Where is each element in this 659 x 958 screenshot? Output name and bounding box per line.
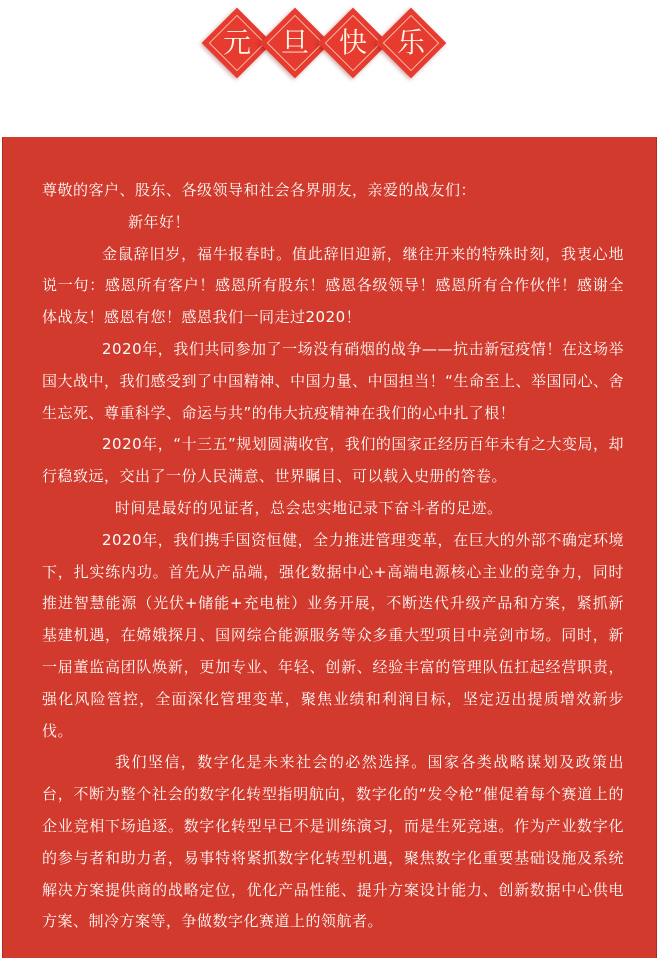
letter-greeting: 新年好！ [128, 212, 191, 231]
banner-char-1: 元 [222, 26, 251, 59]
new-year-banner [0, 0, 659, 100]
paragraph-pandemic: 2020年，我们共同参加了一场没有硝烟的战争——抗击新冠疫情！在这场举国大战中，我们感受到了中国精神、中国力量、中国担当！“生命至上、举国同心、舍生忘死、尊重科学、命运与共”的伟大抗疫精神在我们的心中扎了根！ [42, 339, 624, 422]
letter-body [42, 175, 624, 938]
banner-char-4: 乐 [396, 26, 425, 59]
paragraph-thanks: 金鼠辞旧岁，福牛报春时。值此辞旧迎新，继往开来的特殊时刻，我衷心地说一句：感恩所有客户！感恩所有股东！感恩各级领导！感恩所有合作伙伴！感谢全体战友！感恩有您！感恩我们一同走过2020！ [42, 244, 624, 327]
banner-diamond-2 [265, 13, 325, 73]
banner-char-2: 旦 [280, 26, 309, 59]
letter-salutation: 尊敬的客户、股东、各级领导和社会各界朋友，亲爱的战友们： [42, 181, 477, 199]
paragraph-five-year-plan: 2020年，“十三五”规划圆满收官，我们的国家正经历百年未有之大变局，却行稳致远，交出了一份人民满意、世界瞩目、可以载入史册的答卷。 [42, 435, 624, 486]
banner-diamond-4 [381, 13, 441, 73]
paragraph-time-witness: 时间是最好的见证者，总会忠实地记录下奋斗者的足迹。 [115, 498, 503, 517]
banner-diamond-1 [207, 13, 267, 73]
banner-diamond-3 [323, 13, 383, 73]
paragraph-management-reform: 2020年，我们携手国资恒健，全力推进管理变革，在巨大的外部不确定环境下，扎实练内功。首先从产品端，强化数据中心+高端电源核心主业的竞争力，同时推进智慧能源（光伏+储能+充电桩）业务开展，不断迭代升级产品和方案，紧抓新基建机遇，在嫦娥探月、国网综合能源服务等众多重大型项目中亮剑市场。同时，新一届董监高团队焕新，更加专业、年轻、创新、经验丰富的管理队伍扛起经营职责，强化风险管控，全面深化管理变革，聚焦业绩和利润目标，坚定迈出提质增效新步伐。 [42, 530, 624, 740]
paragraph-digitalization: 我们坚信，数字化是未来社会的必然选择。国家各类战略谋划及政策出台，不断为整个社会的数字化转型指明航向，数字化的“发令枪”催促着每个赛道上的企业竞相下场追逐。数字化转型早已不是训练演习，而是生死竞速。作为产业数字化的参与者和助力者，易事特将紧抓数字化转型机遇，聚焦数字化重要基础设施及系统解决方案提供商的战略定位，优化产品性能、提升方案设计能力、创新数据中心供电方案、制冷方案等，争做数字化赛道上的领航者。 [42, 753, 624, 931]
letter-panel [2, 137, 657, 958]
banner-char-3: 快 [338, 26, 367, 59]
